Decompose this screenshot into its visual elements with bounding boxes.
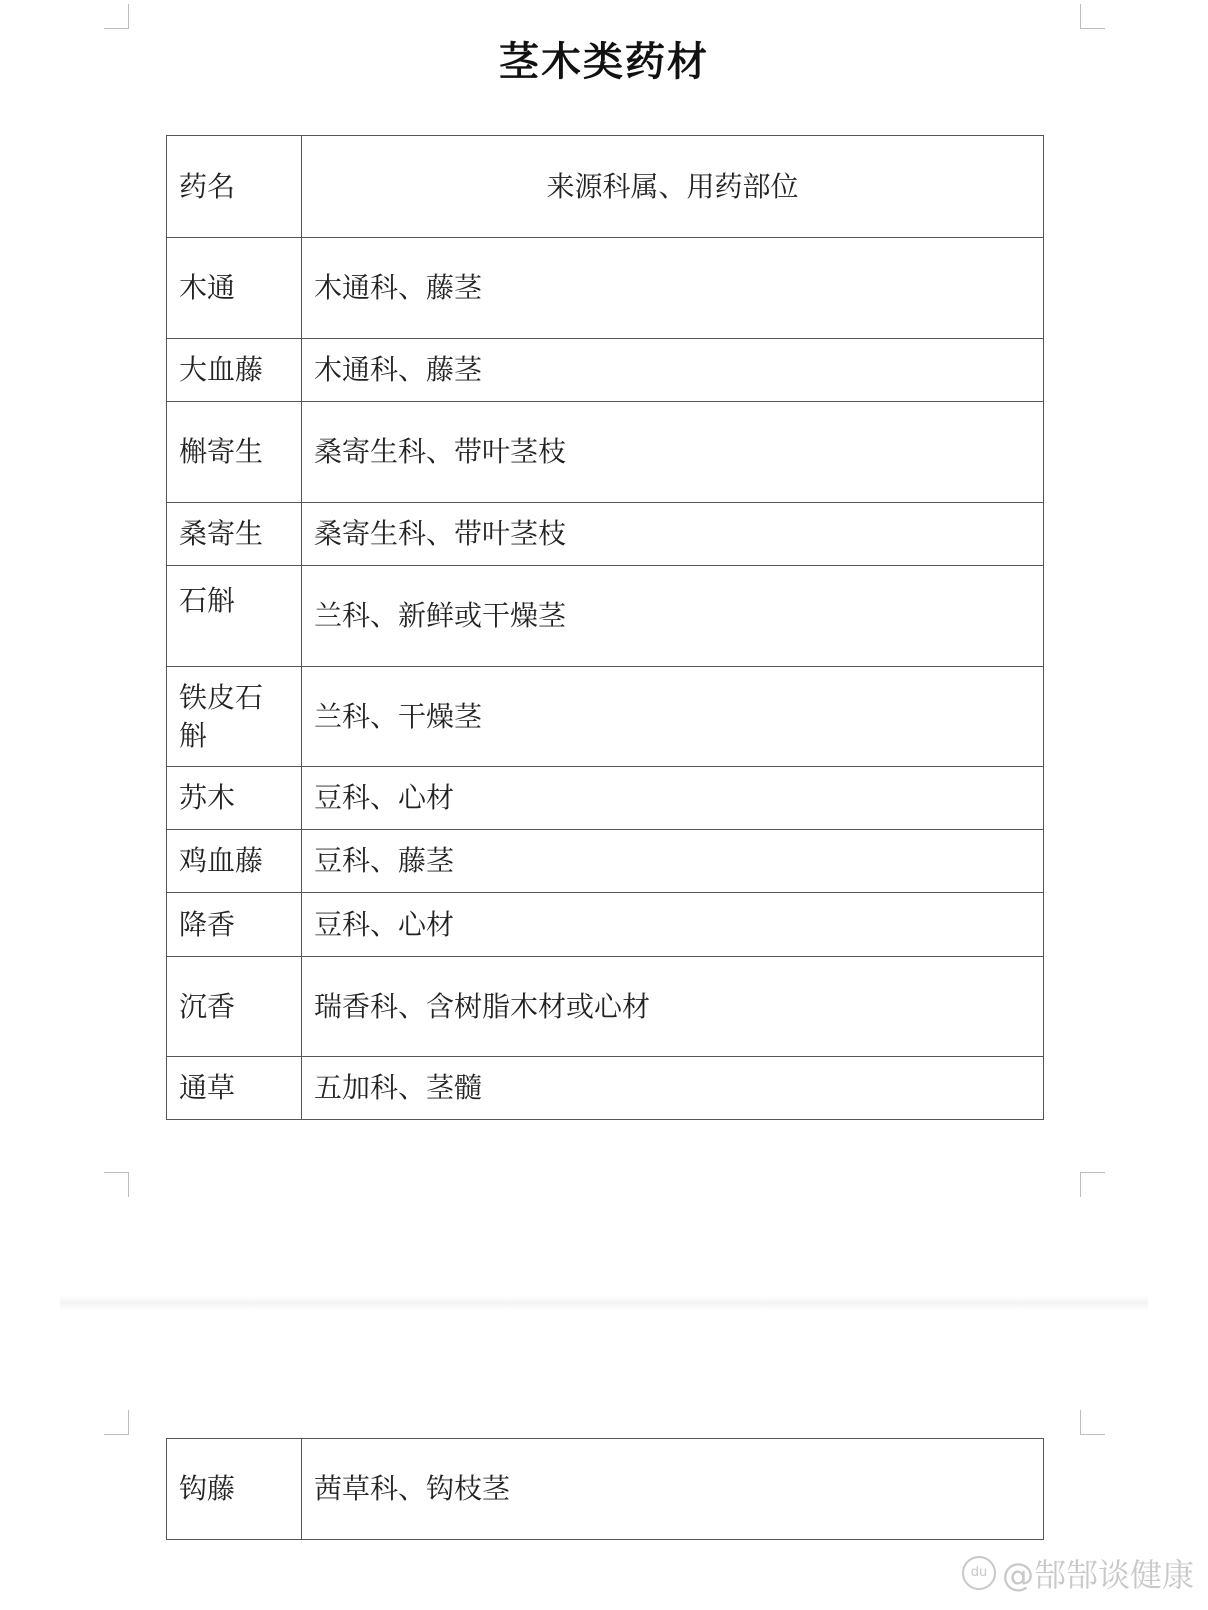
document-title: 茎木类药材 xyxy=(499,39,709,85)
watermark-text: @郜郜谈健康 xyxy=(1001,1556,1194,1594)
table-row xyxy=(167,893,1044,957)
table-row xyxy=(167,667,1044,767)
table-row xyxy=(167,339,1044,402)
herb-source-cell: 木通科、藤茎 xyxy=(302,339,1044,402)
table-row xyxy=(167,402,1044,503)
herb-source-cell: 瑞香科、含树脂木材或心材 xyxy=(302,957,1044,1057)
page-break xyxy=(60,1296,1148,1310)
table-row xyxy=(167,503,1044,566)
table-header-row xyxy=(167,136,1044,238)
herb-table xyxy=(166,135,1044,1120)
herb-source-cell: 茜草科、钩枝茎 xyxy=(302,1439,1044,1540)
herb-name-cell: 苏木 xyxy=(167,767,302,830)
herb-source-cell: 木通科、藤茎 xyxy=(302,238,1044,339)
table-row xyxy=(167,1439,1044,1540)
herb-name-cell: 桑寄生 xyxy=(167,503,302,566)
header-name-cell: 药名 xyxy=(167,136,302,238)
herb-name-cell: 木通 xyxy=(167,238,302,339)
page-corner-bottom-right xyxy=(1080,1172,1105,1197)
herb-name-cell: 石斛 xyxy=(167,566,302,667)
herb-source-cell: 兰科、干燥茎 xyxy=(302,667,1044,767)
herb-source-cell: 五加科、茎髓 xyxy=(302,1057,1044,1120)
page-corner-bottom-left xyxy=(104,1172,129,1197)
herb-name-cell: 沉香 xyxy=(167,957,302,1057)
watermark-logo-icon: du xyxy=(962,1556,996,1590)
table-row xyxy=(167,767,1044,830)
header-source-cell: 来源科属、用药部位 xyxy=(302,136,1044,238)
page-corner-top-left xyxy=(104,4,129,29)
herb-source-cell: 豆科、藤茎 xyxy=(302,830,1044,893)
table-row xyxy=(167,1057,1044,1120)
page2-corner-top-right xyxy=(1080,1410,1105,1435)
table-row xyxy=(167,830,1044,893)
herb-source-cell: 兰科、新鲜或干燥茎 xyxy=(302,566,1044,667)
page2-corner-top-left xyxy=(104,1410,129,1435)
herb-name-cell: 降香 xyxy=(167,893,302,957)
herb-source-cell: 豆科、心材 xyxy=(302,893,1044,957)
herb-name-cell: 通草 xyxy=(167,1057,302,1120)
table-row xyxy=(167,957,1044,1057)
page-corner-top-right xyxy=(1080,4,1105,29)
herb-table-continued xyxy=(166,1438,1044,1540)
herb-name-cell: 钩藤 xyxy=(167,1439,302,1540)
herb-source-cell: 桑寄生科、带叶茎枝 xyxy=(302,503,1044,566)
herb-name-cell: 大血藤 xyxy=(167,339,302,402)
herb-name-cell: 鸡血藤 xyxy=(167,830,302,893)
herb-source-cell: 豆科、心材 xyxy=(302,767,1044,830)
herb-name-cell: 槲寄生 xyxy=(167,402,302,503)
table-row xyxy=(167,238,1044,339)
table-row xyxy=(167,566,1044,667)
watermark xyxy=(962,1550,1194,1596)
herb-name-cell: 铁皮石斛 xyxy=(167,667,302,767)
herb-source-cell: 桑寄生科、带叶茎枝 xyxy=(302,402,1044,503)
